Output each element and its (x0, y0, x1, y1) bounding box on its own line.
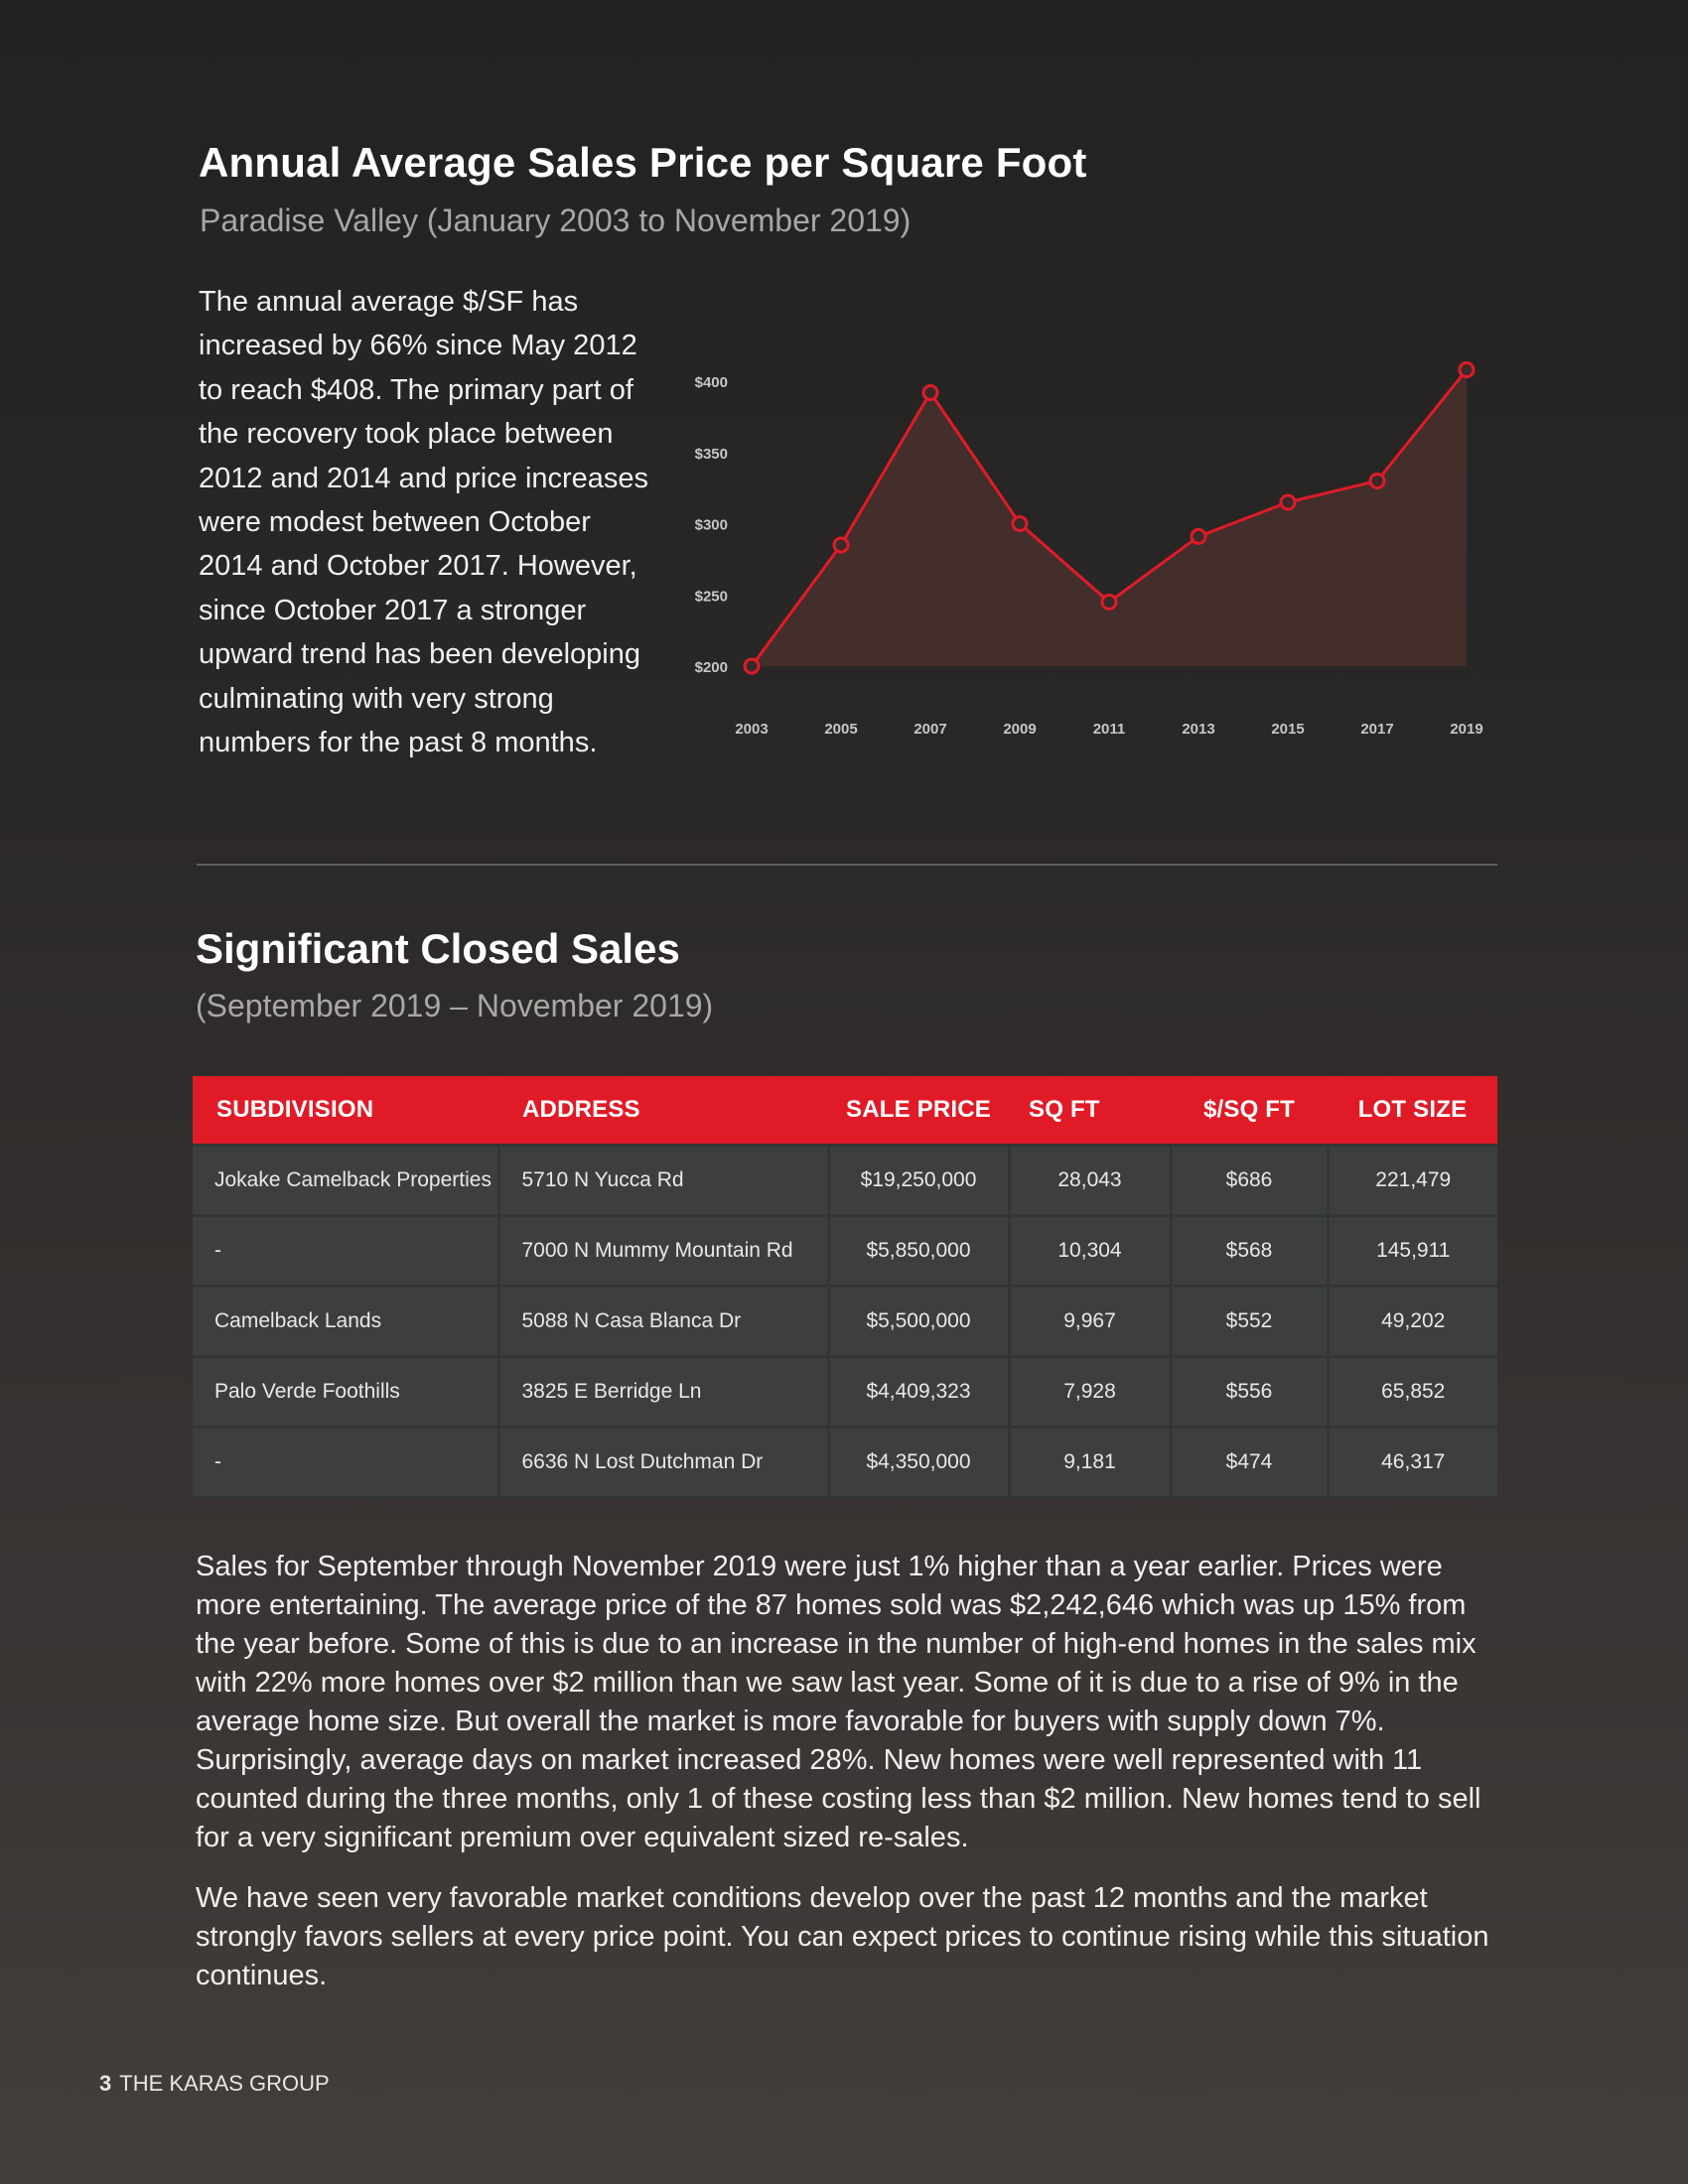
cell-lot-size: 221,479 (1328, 1146, 1497, 1216)
cell-price-per-sqft: $552 (1171, 1287, 1328, 1357)
x-axis (735, 721, 1482, 738)
y-axis (695, 374, 728, 676)
cell-sale-price: $5,850,000 (828, 1216, 1009, 1287)
y-tick-label: $350 (694, 445, 728, 463)
company-name: THE KARAS GROUP (119, 2071, 330, 2096)
x-tick-label: 2019 (1450, 721, 1483, 738)
x-tick-label: 2013 (1182, 721, 1215, 738)
section-title-closed-sales: Significant Closed Sales (196, 925, 680, 972)
x-tick-label: 2017 (1360, 721, 1394, 738)
data-point-2013 (1192, 529, 1205, 543)
cell-price-per-sqft: $568 (1171, 1216, 1328, 1287)
cell-subdivision: - (193, 1216, 498, 1287)
cell-sq-ft: 10,304 (1009, 1216, 1171, 1287)
market-summary-paragraph: Sales for September through November 2019 were just 1% higher than a year earlier. Prices were more entertaining. The average price of the 87 homes sold was $2,242,646 which was up 15% from the year before. Some of this is due to an increase in the number of high-end homes in the sales mix with 22% more homes over $2 million than we saw last year. Some of it is due to a rise of 9% in the average home size. But overall the market is more favorable for buyers with supply down 7%. Surprisingly, average days on market increased 28%. New homes were well represented with 11 counted during the three months, only 1 of these costing less than $2 million. New homes tend to sell for a very significant premium over equivalent sized re-sales. (196, 1551, 1481, 1853)
cell-sq-ft: 28,043 (1009, 1146, 1171, 1216)
y-tick-label: $400 (694, 374, 728, 391)
cell-lot-size: 49,202 (1328, 1287, 1497, 1357)
cell-sale-price: $4,409,323 (828, 1357, 1009, 1428)
x-tick-label: 2005 (824, 721, 858, 738)
cell-address: 7000 N Mummy Mountain Rd (498, 1216, 828, 1287)
cell-price-per-sqft: $474 (1171, 1428, 1328, 1498)
data-point-2011 (1102, 595, 1116, 609)
section-subtitle-closed-sales: (September 2019 – November 2019) (196, 988, 714, 1024)
page-number: 3 (99, 2071, 112, 2096)
data-point-2015 (1281, 495, 1295, 509)
x-tick-label: 2007 (914, 721, 947, 738)
header-price-per-sqft: $/SQ FT (1171, 1076, 1328, 1146)
cell-sq-ft: 7,928 (1009, 1357, 1171, 1428)
table-row (193, 1146, 1497, 1216)
cell-subdivision: Palo Verde Foothills (193, 1357, 498, 1428)
y-tick-label: $250 (694, 588, 728, 606)
header-sq-ft: SQ FT (1009, 1076, 1171, 1146)
header-sale-price: SALE PRICE (828, 1076, 1009, 1146)
section-title-price-per-sqft: Annual Average Sales Price per Square Foot (199, 139, 1087, 186)
cell-address: 3825 E Berridge Ln (498, 1357, 828, 1428)
cell-address: 5088 N Casa Blanca Dr (498, 1287, 828, 1357)
data-point-2009 (1013, 517, 1027, 531)
data-point-2017 (1370, 474, 1384, 487)
x-tick-label: 2009 (1003, 721, 1037, 738)
data-point-2003 (745, 659, 759, 673)
data-point-2007 (923, 385, 937, 399)
cell-subdivision: Camelback Lands (193, 1287, 498, 1357)
table-row (193, 1428, 1497, 1498)
cell-price-per-sqft: $556 (1171, 1357, 1328, 1428)
series-area-fill (752, 370, 1467, 666)
section-subtitle-price-per-sqft: Paradise Valley (January 2003 to November 2019) (200, 203, 912, 238)
data-point-2019 (1460, 363, 1474, 377)
x-tick-label: 2015 (1271, 721, 1305, 738)
header-address: ADDRESS (498, 1076, 828, 1146)
cell-sale-price: $5,500,000 (828, 1287, 1009, 1357)
table-row (193, 1287, 1497, 1357)
cell-lot-size: 65,852 (1328, 1357, 1497, 1428)
cell-sq-ft: 9,181 (1009, 1428, 1171, 1498)
cell-sale-price: $4,350,000 (828, 1428, 1009, 1498)
x-tick-label: 2003 (735, 721, 769, 738)
cell-price-per-sqft: $686 (1171, 1146, 1328, 1216)
price-per-sqft-chart (675, 347, 1509, 745)
data-point-2005 (834, 538, 848, 552)
header-subdivision: SUBDIVISION (193, 1076, 498, 1146)
cell-subdivision: - (193, 1428, 498, 1498)
chart-description: The annual average $/SF has increased by 66% since May 2012 to reach $408. The primary part of the recovery took place between 2012 and 2014 and price increases were modest between October 2014 and October 2017. However, since October 2017 a stronger upward trend has been developing culminating with very strong numbers for the past 8 months. (199, 286, 649, 759)
cell-address: 6636 N Lost Dutchman Dr (498, 1428, 828, 1498)
header-lot-size: LOT SIZE (1328, 1076, 1497, 1146)
section-divider (197, 864, 1497, 866)
table-row (193, 1216, 1497, 1287)
cell-lot-size: 46,317 (1328, 1428, 1497, 1498)
cell-address: 5710 N Yucca Rd (498, 1146, 828, 1216)
cell-sq-ft: 9,967 (1009, 1287, 1171, 1357)
cell-sale-price: $19,250,000 (828, 1146, 1009, 1216)
cell-subdivision: Jokake Camelback Properties (193, 1146, 498, 1216)
y-tick-label: $200 (694, 659, 728, 676)
x-tick-label: 2011 (1092, 721, 1126, 738)
table-header-row (193, 1076, 1497, 1146)
closed-sales-table (193, 1076, 1497, 1499)
page-footer (99, 2071, 330, 2097)
cell-lot-size: 145,911 (1328, 1216, 1497, 1287)
y-tick-label: $300 (694, 516, 728, 534)
table-row (193, 1357, 1497, 1428)
market-outlook-paragraph: We have seen very favorable market conditions develop over the past 12 months and the market strongly favors sellers at every price point. You can expect prices to continue rising while this situation continues. (196, 1882, 1489, 1991)
